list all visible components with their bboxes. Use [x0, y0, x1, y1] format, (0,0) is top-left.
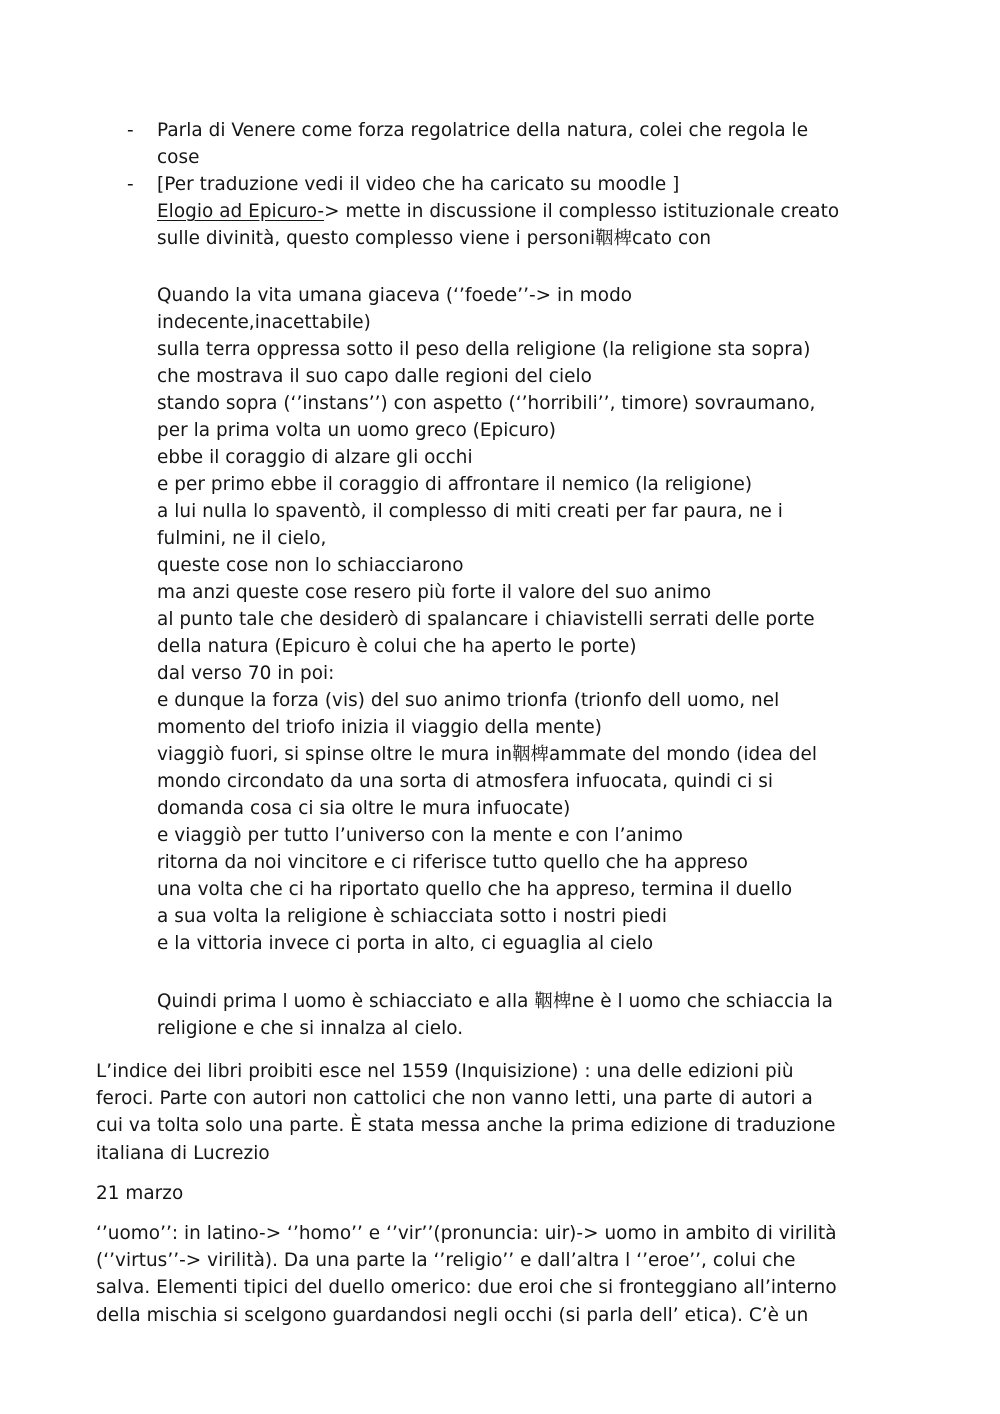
uomo-line: ‘’uomo’’: in latino-> ‘’homo’’ e ‘’vir’’(pronuncia: uir)-> uomo in ambito di virilità: [96, 1223, 837, 1244]
indice-line: feroci. Parte con autori non cattolici che non vanno letti, una parte di autori a: [96, 1088, 813, 1110]
translation-line: viaggiò fuori, si spinse oltre le mura in鞇椑ammate del mondo (idea del: [157, 744, 818, 765]
bullet-list: [120, 117, 920, 198]
elogio-link: Elogio ad Epicuro-: [157, 201, 325, 222]
translation-line: al punto tale che desiderò di spalancare i chiavistelli serrati delle porte: [157, 609, 815, 630]
translation-line: per la prima volta un uomo greco (Epicuro): [157, 420, 557, 441]
indice-line: italiana di Lucrezio: [96, 1142, 270, 1164]
indice-line: L’indice dei libri proibiti esce nel 1559 (Inquisizione) : una delle edizioni più: [96, 1061, 794, 1082]
elogio-line-2: sulle divinità, questo complesso viene i personi鞇椑cato con: [157, 228, 712, 249]
translation-line: domanda cosa ci sia oltre le mura infuocate): [157, 798, 571, 819]
date-heading: [96, 1180, 906, 1207]
translation-line: indecente,inacettabile): [157, 312, 371, 333]
elogio-rest: > mette in discussione il complesso istituzionale creato: [324, 201, 840, 222]
translation-line: fulmini, ne il cielo,: [157, 528, 327, 549]
conclusion-line: Quindi prima l uomo è schiacciato e alla 鞇椑ne è l uomo che schiaccia la: [157, 991, 834, 1012]
bullet-line: Parla di Venere come forza regolatrice della natura, colei che regola le: [157, 120, 809, 141]
uomo-paragraph: [96, 1220, 906, 1329]
indice-line: cui va tolta solo una parte. È stata messa anche la prima edizione di traduzione: [96, 1115, 836, 1137]
translation-line: e viaggiò per tutto l’universo con la mente e con l’animo: [157, 825, 683, 846]
uomo-line: salva. Elementi tipici del duello omerico: due eroi che si fronteggiano all’interno: [96, 1277, 837, 1299]
translation-line: che mostrava il suo capo dalle regioni del cielo: [157, 366, 592, 387]
translation-line: ma anzi queste cose resero più forte il valore del suo animo: [157, 582, 712, 603]
translation-line: e per primo ebbe il coraggio di affrontare il nemico (la religione): [157, 474, 753, 495]
translation-line: momento del triofo inizia il viaggio della mente): [157, 717, 603, 738]
translation-line: queste cose non lo schiacciarono: [157, 555, 464, 576]
translation-block: [157, 282, 917, 957]
uomo-line: (‘’virtus’’-> virilità). Da una parte la ‘’religio’’ e dall’altra l ‘’eroe’’, colui che: [96, 1250, 796, 1272]
translation-line: a sua volta la religione è schiacciata sotto i nostri piedi: [157, 906, 667, 927]
translation-line: ebbe il coraggio di alzare gli occhi: [157, 447, 473, 468]
translation-line: e la vittoria invece ci porta in alto, ci eguaglia al cielo: [157, 933, 654, 954]
bullet-line: [Per traduzione vedi il video che ha caricato su moodle ]: [157, 174, 680, 195]
translation-line: e dunque la forza (vis) del suo animo trionfa (trionfo dell uomo, nel: [157, 690, 780, 711]
translation-line: dal verso 70 in poi:: [157, 663, 335, 684]
elogio-heading-line: [157, 198, 917, 225]
bullet-item-traduzione: [120, 171, 920, 198]
translation-line: stando sopra (‘’instans’’) con aspetto (‘’horribili’’, timore) sovraumano,: [157, 393, 816, 414]
conclusion-block: [157, 988, 917, 1042]
conclusion-line: religione e che si innalza al cielo.: [157, 1018, 464, 1039]
elogio-section: [157, 198, 917, 252]
bullet-dash: -: [127, 174, 134, 195]
translation-line: mondo circondato da una sorta di atmosfera infuocata, quindi ci si: [157, 771, 773, 792]
uomo-line: della mischia si scelgono guardandosi negli occhi (si parla dell’ etica). C’è un: [96, 1304, 809, 1326]
bullet-dash: -: [127, 120, 134, 141]
bullet-item-venere: [120, 117, 920, 171]
translation-line: ritorna da noi vincitore e ci riferisce tutto quello che ha appreso: [157, 852, 748, 873]
indice-paragraph: [96, 1058, 906, 1167]
bullet-line: cose: [157, 147, 200, 168]
translation-line: a lui nulla lo spaventò, il complesso di miti creati per far paura, ne i: [157, 501, 783, 522]
translation-line: Quando la vita umana giaceva (‘’foede’’-> in modo: [157, 285, 633, 306]
translation-line: una volta che ci ha riportato quello che ha appreso, termina il duello: [157, 879, 793, 900]
translation-line: sulla terra oppressa sotto il peso della religione (la religione sta sopra): [157, 339, 811, 360]
translation-line: della natura (Epicuro è colui che ha aperto le porte): [157, 636, 637, 657]
date-text: 21 marzo: [96, 1183, 184, 1204]
